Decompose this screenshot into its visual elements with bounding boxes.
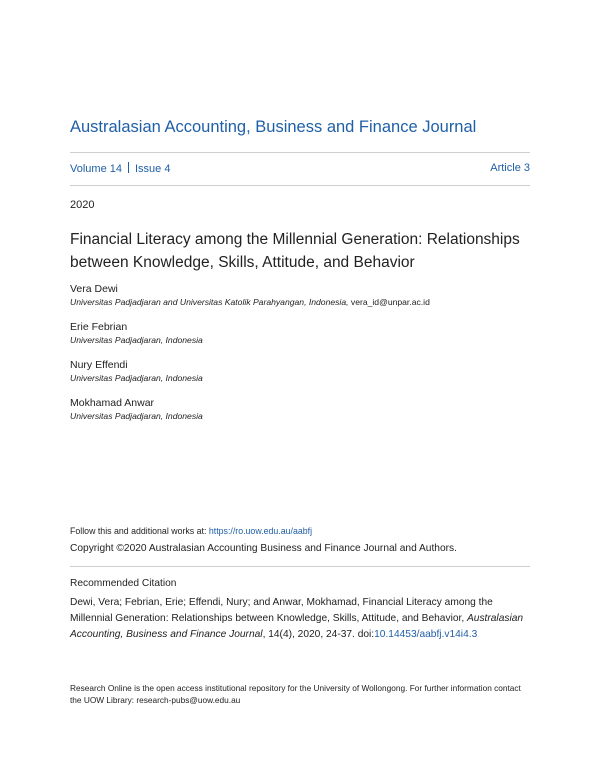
author-name: Vera Dewi [70, 283, 118, 295]
separator [128, 162, 129, 173]
author-affiliation: Universitas Padjadjaran, Indonesia [70, 373, 203, 383]
author-entry [70, 359, 540, 397]
issue-link[interactable]: Issue 4 [134, 163, 171, 175]
citation-text: Dewi, Vera; Febrian, Erie; Effendi, Nury; and Anwar, Mokhamad, Financial Literacy among the Millennial Generation: Relationships between Knowledge, Skills, Attitude, and Behavior, Australasian Accounting, Business and Finance Journal, 14(4), 2020, 24-37. doi:10.14453/aabfj.v14i4.3 [70, 597, 524, 640]
author-name: Erie Febrian [70, 321, 128, 333]
repository-footer: Research Online is the open access institutional repository for the University of Wollongong. For further information contact the UOW Library: research-pubs@uow.edu.au [70, 683, 521, 705]
follow-line: Follow this and additional works at: https://ro.uow.edu.au/aabfj [70, 526, 313, 536]
divider [70, 152, 530, 153]
article-link[interactable]: Article 3 [490, 162, 530, 174]
publication-year: 2020 [70, 199, 95, 211]
author-name: Nury Effendi [70, 359, 128, 371]
journal-title-link[interactable]: Australasian Accounting, Business and Finance Journal [70, 118, 477, 136]
author-list [70, 283, 540, 435]
author-affiliation: Universitas Padjadjaran, Indonesia [70, 411, 203, 421]
author-email: vera_id@unpar.ac.id [350, 297, 430, 307]
author-affiliation: Universitas Padjadjaran and Universitas Katolik Parahyangan, Indonesia, vera_id@unpar.ac.id [70, 297, 430, 307]
author-entry [70, 397, 540, 435]
collection-link[interactable]: https://ro.uow.edu.au/aabfj [208, 526, 313, 536]
paper-title: Financial Literacy among the Millennial Generation: Relationships between Knowledge, Skills, Attitude, and Behavior [70, 231, 520, 271]
author-name: Mokhamad Anwar [70, 397, 155, 409]
citation-journal: Australasian Accounting, Business and Finance Journal [70, 613, 524, 640]
divider [70, 566, 530, 567]
copyright-notice: Copyright ©2020 Australasian Accounting Business and Finance Journal and Authors. [70, 543, 457, 554]
recommended-citation-heading: Recommended Citation [70, 578, 177, 589]
doi-link[interactable]: 10.14453/aabfj.v14i4.3 [374, 629, 478, 640]
author-affiliation: Universitas Padjadjaran, Indonesia [70, 335, 203, 345]
volume-link[interactable]: Volume 14 [70, 163, 122, 175]
author-entry [70, 283, 540, 321]
author-entry [70, 321, 540, 359]
divider [70, 185, 530, 186]
issue-navigation [70, 162, 530, 175]
